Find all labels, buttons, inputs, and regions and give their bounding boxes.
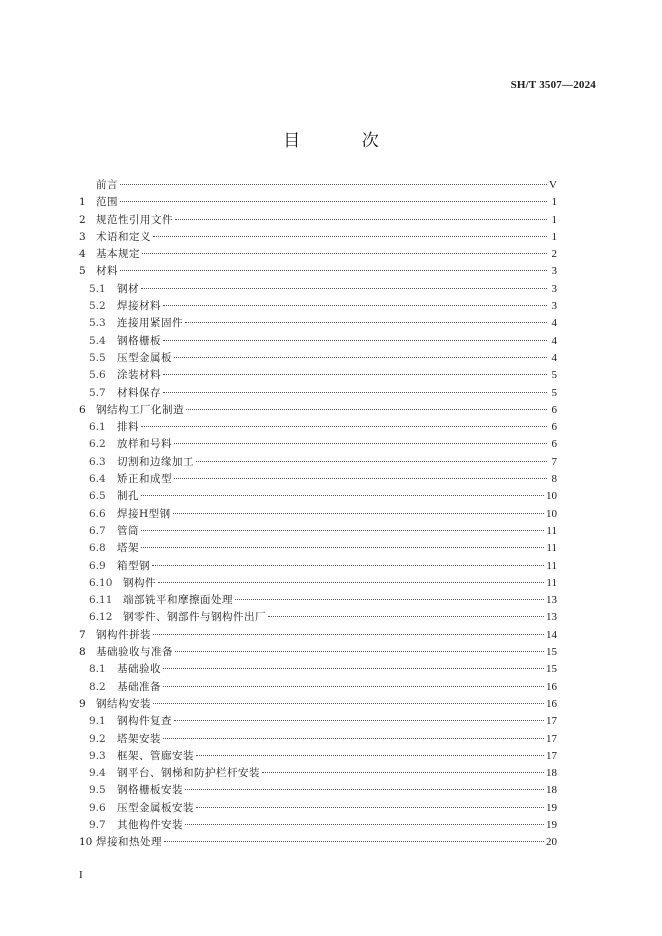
toc-entry-number: 9.5 — [89, 784, 106, 797]
toc-entry-page: 5 — [551, 386, 557, 399]
toc-entry-label: 钢格栅板 — [117, 334, 161, 347]
toc-leader-dots — [153, 703, 544, 704]
toc-entry-number: 7 — [79, 628, 86, 641]
toc-entry-number: 5 — [79, 265, 86, 278]
toc-entry[interactable] — [79, 402, 557, 419]
toc-entry[interactable] — [79, 454, 557, 471]
toc-entry[interactable] — [79, 436, 557, 453]
toc-entry[interactable] — [79, 506, 557, 523]
toc-entry-page: 1 — [551, 196, 557, 209]
toc-entry-number: 5.5 — [89, 351, 106, 364]
toc-entry[interactable] — [79, 367, 557, 384]
toc-entry-page: V — [549, 179, 557, 191]
toc-entry-label: 压型金属板 — [117, 351, 172, 364]
toc-entry-number: 9.6 — [89, 801, 106, 814]
toc-entry-number: 6.1 — [89, 421, 106, 434]
toc-entry-number: 8.1 — [89, 663, 106, 676]
toc-entry-page: 15 — [546, 663, 557, 676]
toc-entry-label: 焊接H型钢 — [117, 507, 171, 520]
toc-entry-number: 6.12 — [89, 611, 113, 624]
toc-entry-label: 涂装材料 — [117, 369, 161, 382]
toc-entry[interactable] — [79, 177, 557, 194]
toc-entry[interactable] — [79, 609, 557, 626]
toc-entry[interactable] — [79, 575, 557, 592]
toc-entry[interactable] — [79, 731, 557, 748]
toc-entry-page: 19 — [546, 818, 557, 831]
toc-entry[interactable] — [79, 592, 557, 609]
toc-entry-label: 管筒 — [117, 524, 139, 537]
toc-entry-number: 6.10 — [89, 576, 113, 589]
toc-entry-page: 7 — [551, 455, 557, 468]
toc-leader-dots — [164, 841, 544, 842]
toc-leader-dots — [185, 322, 547, 323]
toc-leader-dots — [120, 184, 547, 185]
toc-entry-page: 4 — [551, 351, 557, 364]
toc-entry-label: 钢构件复查 — [117, 715, 172, 728]
toc-entry-label: 钢零件、钢部件与钢构件出厂 — [123, 611, 266, 624]
toc-entry-number: 6.7 — [89, 524, 106, 537]
toc-entry-page: 11 — [546, 576, 557, 589]
toc-entry-number: 6 — [79, 403, 86, 416]
toc-leader-dots — [141, 495, 544, 496]
toc-entry-page: 16 — [546, 680, 557, 693]
toc-leader-dots — [120, 201, 547, 202]
toc-entry-label: 范围 — [96, 196, 118, 209]
toc-entry[interactable] — [79, 661, 557, 678]
toc-entry-number: 5.7 — [89, 386, 106, 399]
toc-entry[interactable] — [79, 644, 557, 661]
toc-leader-dots — [153, 634, 544, 635]
toc-leader-dots — [235, 599, 544, 600]
toc-leader-dots — [174, 443, 547, 444]
toc-entry-label: 规范性引用文件 — [96, 213, 173, 226]
toc-entry-number: 6.6 — [89, 507, 106, 520]
toc-entry-page: 4 — [551, 334, 557, 347]
toc-entry-number: 5.1 — [89, 282, 106, 295]
toc-entry-label: 框架、管廊安装 — [117, 749, 194, 762]
toc-entry-label: 基础准备 — [117, 680, 161, 693]
toc-entry-page: 3 — [551, 265, 557, 278]
toc-entry-number: 9.4 — [89, 767, 106, 780]
toc-leader-dots — [141, 530, 544, 531]
toc-leader-dots — [174, 357, 547, 358]
toc-entry-page: 20 — [546, 836, 557, 849]
toc-entry-label: 放样和号料 — [117, 438, 172, 451]
toc-leader-dots — [153, 236, 547, 237]
toc-entry[interactable] — [79, 333, 557, 350]
toc-leader-dots — [120, 270, 547, 271]
toc-entry-page: 13 — [546, 611, 557, 624]
toc-entry-label: 钢结构安装 — [96, 697, 151, 710]
toc-entry-page: 2 — [551, 248, 557, 261]
toc-entry-page: 17 — [546, 715, 557, 728]
toc-entry-label: 连接用紧固件 — [117, 317, 183, 330]
toc-leader-dots — [163, 340, 547, 341]
toc-entry[interactable] — [79, 298, 557, 315]
toc-entry-number: 4 — [79, 248, 86, 261]
toc-leader-dots — [196, 807, 544, 808]
toc-entry[interactable] — [79, 834, 557, 851]
toc-leader-dots — [175, 651, 544, 652]
toc-entry-label: 材料保存 — [117, 386, 161, 399]
toc-leader-dots — [152, 565, 544, 566]
toc-leader-dots — [175, 219, 547, 220]
toc-entry-page: 8 — [551, 473, 557, 486]
toc-entry-label: 压型金属板安装 — [117, 801, 194, 814]
toc-entry[interactable] — [79, 713, 557, 730]
toc-entry[interactable] — [79, 212, 557, 229]
toc-entry-number: 8 — [79, 646, 86, 659]
toc-leader-dots — [186, 409, 547, 410]
toc-entry-label: 端部铣平和摩擦面处理 — [123, 594, 233, 607]
toc-leader-dots — [262, 772, 544, 773]
toc-entry-label: 术语和定义 — [96, 230, 151, 243]
toc-entry-number: 10 — [79, 836, 93, 849]
toc-entry-number: 6.11 — [89, 594, 113, 607]
toc-entry-number: 5.3 — [89, 317, 106, 330]
toc-entry-page: 11 — [546, 542, 557, 555]
toc-entry[interactable] — [79, 471, 557, 488]
toc-entry-number: 6.4 — [89, 473, 106, 486]
toc-entry-page: 11 — [546, 524, 557, 537]
toc-entry-page: 19 — [546, 801, 557, 814]
toc-entry[interactable] — [79, 679, 557, 696]
toc-entry-number: 5.6 — [89, 369, 106, 382]
toc-entry-page: 4 — [551, 317, 557, 330]
toc-leader-dots — [163, 392, 547, 393]
toc-entry[interactable] — [79, 263, 557, 280]
table-of-contents — [79, 177, 557, 852]
toc-entry-label: 钢构件拼装 — [96, 628, 151, 641]
toc-entry-number: 6.5 — [89, 490, 106, 503]
toc-leader-dots — [163, 668, 544, 669]
toc-entry[interactable] — [79, 782, 557, 799]
toc-entry[interactable] — [79, 281, 557, 298]
toc-leader-dots — [141, 288, 547, 289]
toc-leader-dots — [158, 582, 544, 583]
toc-entry-number: 2 — [79, 213, 86, 226]
toc-leader-dots — [163, 738, 544, 739]
toc-entry[interactable] — [79, 229, 557, 246]
toc-entry[interactable] — [79, 800, 557, 817]
toc-entry-label: 塔架 — [117, 542, 139, 555]
page-number: I — [79, 869, 83, 881]
toc-entry-page: 5 — [551, 369, 557, 382]
toc-entry-label: 前言 — [96, 179, 118, 191]
toc-entry[interactable] — [79, 350, 557, 367]
toc-entry[interactable] — [79, 696, 557, 713]
toc-entry-number: 6.2 — [89, 438, 106, 451]
toc-entry[interactable] — [79, 817, 557, 834]
toc-leader-dots — [163, 374, 547, 375]
toc-entry-number: 6.3 — [89, 455, 106, 468]
toc-entry-number: 8.2 — [89, 680, 106, 693]
toc-entry-label: 基础验收 — [117, 663, 161, 676]
toc-entry-label: 钢结构工厂化制造 — [96, 403, 184, 416]
toc-entry[interactable] — [79, 385, 557, 402]
toc-entry-page: 3 — [551, 282, 557, 295]
toc-entry[interactable] — [79, 194, 557, 211]
toc-entry-number: 9.2 — [89, 732, 106, 745]
toc-entry[interactable] — [79, 488, 557, 505]
toc-entry-label: 基础验收与准备 — [96, 646, 173, 659]
toc-leader-dots — [196, 755, 544, 756]
toc-entry-page: 6 — [551, 438, 557, 451]
toc-entry[interactable] — [79, 558, 557, 575]
toc-entry-page: 13 — [546, 594, 557, 607]
toc-leader-dots — [163, 686, 544, 687]
toc-entry-page: 17 — [546, 749, 557, 762]
toc-entry-page: 1 — [551, 230, 557, 243]
toc-entry-label: 基本规定 — [96, 248, 140, 261]
toc-entry-number: 9.7 — [89, 818, 106, 831]
toc-entry-page: 1 — [551, 213, 557, 226]
toc-entry-page: 3 — [551, 300, 557, 313]
toc-entry[interactable] — [79, 419, 557, 436]
toc-leader-dots — [174, 478, 547, 479]
toc-entry[interactable] — [79, 748, 557, 765]
toc-entry-number: 6.9 — [89, 559, 106, 572]
standard-code: SH/T 3507—2024 — [510, 79, 596, 91]
toc-entry-label: 焊接和热处理 — [96, 836, 162, 849]
toc-entry-label: 钢构件 — [123, 576, 156, 589]
toc-entry[interactable] — [79, 315, 557, 332]
toc-entry-label: 塔架安装 — [117, 732, 161, 745]
toc-entry[interactable] — [79, 627, 557, 644]
toc-leader-dots — [196, 461, 547, 462]
toc-entry-page: 11 — [546, 559, 557, 572]
toc-entry-page: 10 — [546, 490, 557, 503]
toc-entry-page: 15 — [546, 646, 557, 659]
toc-entry-label: 其他构件安装 — [117, 818, 183, 831]
toc-leader-dots — [141, 426, 547, 427]
toc-entry-page: 10 — [546, 507, 557, 520]
toc-entry-label: 焊接材料 — [117, 300, 161, 313]
toc-leader-dots — [163, 305, 547, 306]
toc-leader-dots — [185, 789, 544, 790]
toc-entry-number: 6.8 — [89, 542, 106, 555]
toc-leader-dots — [142, 253, 547, 254]
toc-leader-dots — [174, 720, 544, 721]
toc-entry[interactable] — [79, 765, 557, 782]
toc-entry-page: 18 — [546, 784, 557, 797]
toc-leader-dots — [268, 616, 544, 617]
toc-entry-page: 14 — [546, 628, 557, 641]
toc-entry-label: 材料 — [96, 265, 118, 278]
toc-entry-label: 箱型钢 — [117, 559, 150, 572]
toc-entry-page: 18 — [546, 767, 557, 780]
toc-entry-number: 9 — [79, 697, 86, 710]
toc-entry[interactable] — [79, 540, 557, 557]
toc-entry-page: 6 — [551, 421, 557, 434]
toc-leader-dots — [185, 824, 544, 825]
toc-entry-label: 排料 — [117, 421, 139, 434]
toc-entry-number: 9.1 — [89, 715, 106, 728]
page-title: 目 次 — [283, 131, 407, 151]
toc-leader-dots — [173, 513, 544, 514]
toc-entry[interactable] — [79, 246, 557, 263]
toc-entry-number: 3 — [79, 230, 86, 243]
toc-entry-label: 矫正和成型 — [117, 473, 172, 486]
toc-entry-page: 17 — [546, 732, 557, 745]
toc-entry-page: 6 — [551, 403, 557, 416]
toc-entry-label: 切割和边缘加工 — [117, 455, 194, 468]
toc-entry-number: 5.4 — [89, 334, 106, 347]
toc-entry-number: 9.3 — [89, 749, 106, 762]
toc-entry-label: 钢格栅板安装 — [117, 784, 183, 797]
toc-entry-label: 钢平台、钢梯和防护栏杆安装 — [117, 767, 260, 780]
toc-leader-dots — [141, 547, 544, 548]
toc-entry[interactable] — [79, 523, 557, 540]
toc-entry-number: 1 — [79, 196, 86, 209]
toc-entry-label: 制孔 — [117, 490, 139, 503]
toc-entry-page: 16 — [546, 697, 557, 710]
toc-entry-number: 5.2 — [89, 300, 106, 313]
toc-entry-label: 钢材 — [117, 282, 139, 295]
